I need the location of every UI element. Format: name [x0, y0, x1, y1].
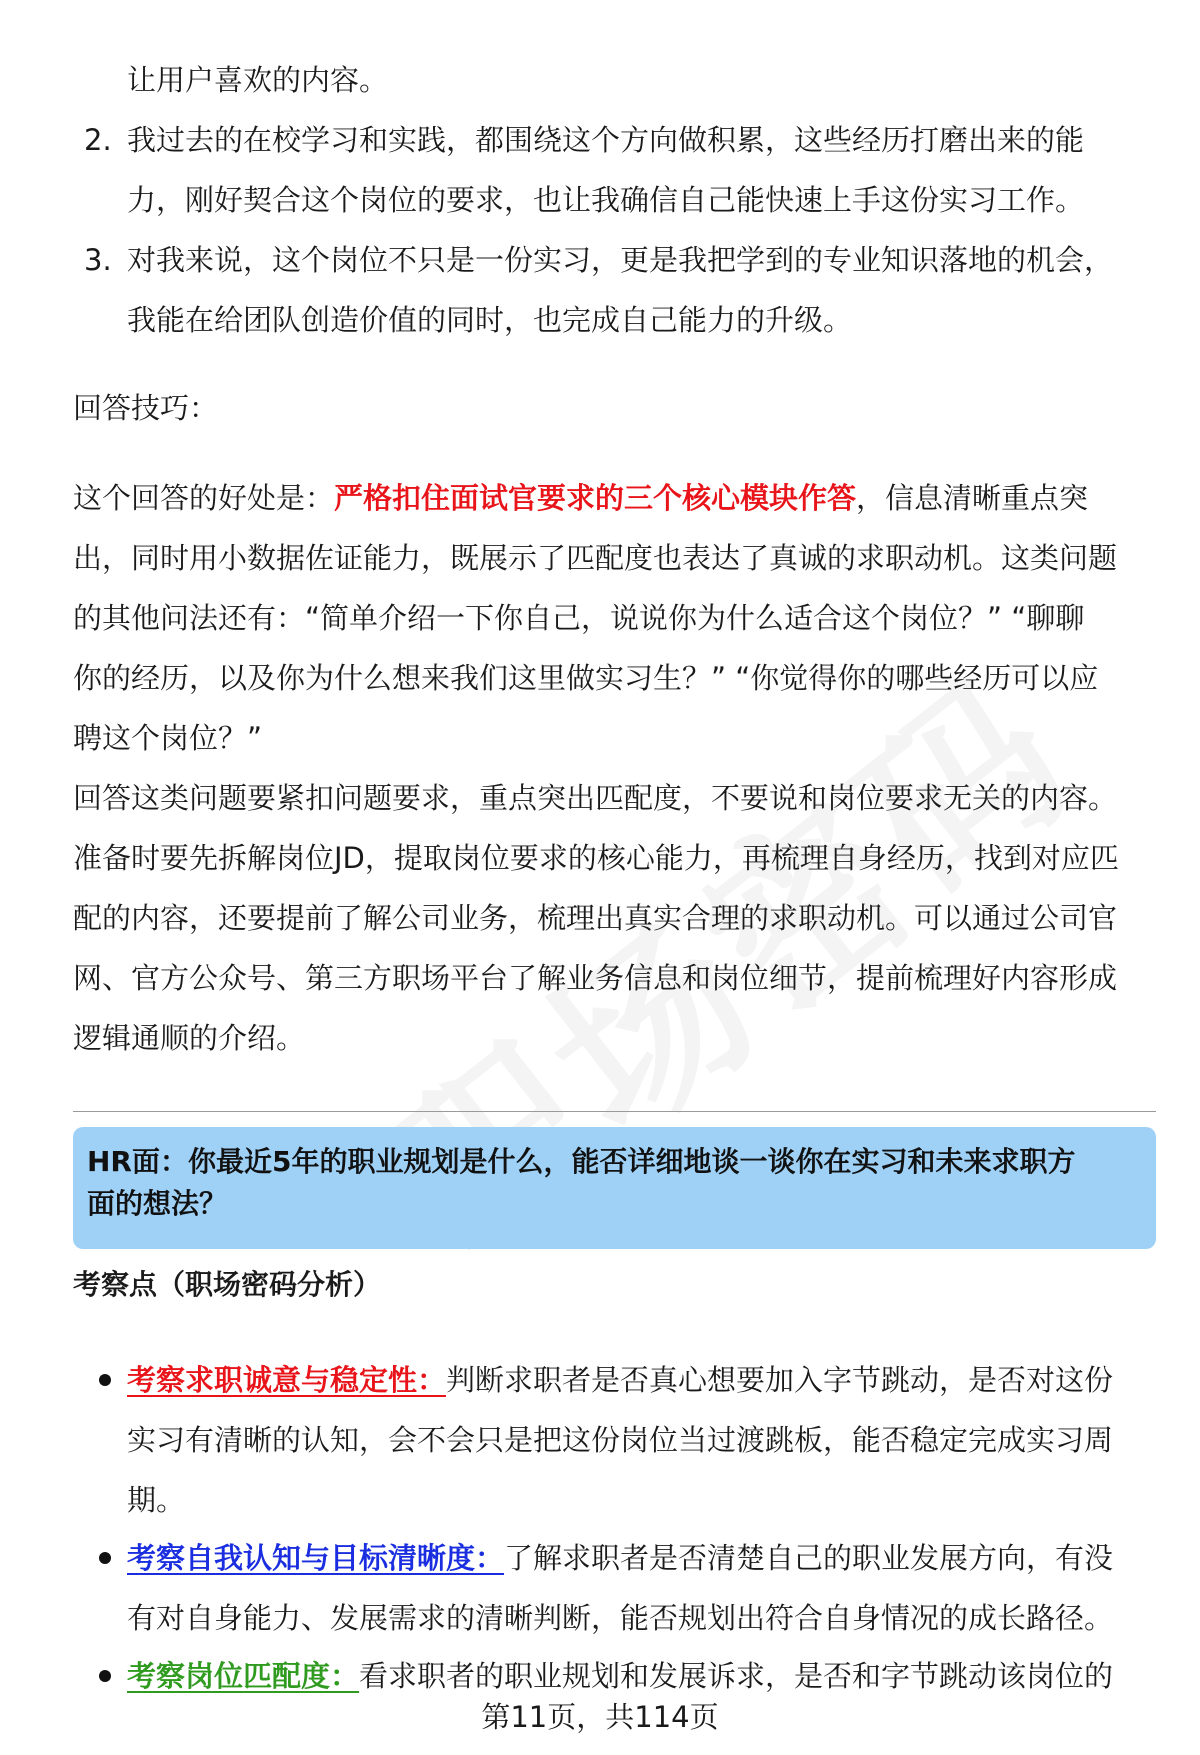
- list-item-2-line-2: 力，刚好契合这个岗位的要求，也让我确信自己能快速上手这份实习工作。: [127, 183, 1085, 217]
- exam-item-3-label: 考察岗位匹配度：: [127, 1659, 360, 1693]
- tips-paragraph-1-line-3: 的其他问法还有：“简单介绍一下你自己，说说你为什么适合这个岗位？” “聊聊: [73, 601, 1085, 635]
- tips-paragraph-2-line-5: 逻辑通顺的介绍。: [73, 1021, 306, 1055]
- exam-item-2-line-1: [127, 1538, 1113, 1578]
- tips-paragraph-1-line-1: [73, 478, 1088, 518]
- list-item-3-line-1: 对我来说，这个岗位不只是一份实习，更是我把学到的专业知识落地的机会，: [127, 243, 1114, 277]
- question-box: [73, 1127, 1156, 1249]
- list-item-3-line-2: 我能在给团队创造价值的同时，也完成自己能力的升级。: [127, 303, 853, 337]
- exam-item-1-text: 判断求职者是否真心想要加入字节跳动，是否对这份: [446, 1363, 1114, 1397]
- exam-item-3-line-1: [127, 1656, 1113, 1696]
- section-divider: [73, 1111, 1156, 1112]
- tips-highlight: 严格扣住面试官要求的三个核心模块作答: [334, 481, 857, 515]
- tips-paragraph-2-line-2: 准备时要先拆解岗位JD，提取岗位要求的核心能力，再梳理自身经历，找到对应匹: [73, 841, 1119, 875]
- tips-heading: 回答技巧：: [73, 391, 219, 425]
- tips-suffix: ，信息清晰重点突: [856, 481, 1089, 515]
- exam-item-1-line-3: 期。: [127, 1483, 186, 1517]
- tips-paragraph-1-line-5: 聘这个岗位？”: [73, 721, 263, 755]
- tips-paragraph-2-line-3: 配的内容，还要提前了解公司业务，梳理出真实合理的求职动机。可以通过公司官: [73, 901, 1118, 935]
- tips-paragraph-1-line-4: 你的经历，以及你为什么想来我们这里做实习生？” “你觉得你的哪些经历可以应: [73, 661, 1099, 695]
- bullet-dot-1: [99, 1374, 111, 1386]
- exam-item-1-line-1: [127, 1360, 1113, 1400]
- exam-item-1-line-2: 实习有清晰的认知，会不会只是把这份岗位当过渡跳板，能否稳定完成实习周: [127, 1423, 1114, 1457]
- exam-item-2-text: 了解求职者是否清楚自己的职业发展方向，有没: [504, 1541, 1114, 1575]
- tips-paragraph-2-line-1: 回答这类问题要紧扣问题要求，重点突出匹配度，不要说和岗位要求无关的内容。: [73, 781, 1118, 815]
- question-line-1: HR面：你最近5年的职业规划是什么，能否详细地谈一谈你在实习和未来求职方: [87, 1145, 1076, 1178]
- exam-item-3-text: 看求职者的职业规划和发展诉求，是否和字节跳动该岗位的: [359, 1659, 1114, 1693]
- question-line-2: 面的想法？: [87, 1187, 228, 1220]
- exam-item-2-label: 考察自我认知与目标清晰度：: [127, 1541, 505, 1575]
- tips-paragraph-2-line-4: 网、官方公众号、第三方职场平台了解业务信息和岗位细节，提前梳理好内容形成: [73, 961, 1118, 995]
- exam-item-2-line-2: 有对自身能力、发展需求的清晰判断，能否规划出符合自身情况的成长路径。: [127, 1601, 1114, 1635]
- list-item-1-continuation: 让用户喜欢的内容。: [127, 63, 389, 97]
- exam-points-heading: 考察点（职场密码分析）: [73, 1268, 382, 1301]
- tips-prefix: 这个回答的好处是：: [73, 481, 335, 515]
- list-number-2: 2.: [84, 123, 112, 157]
- page-footer: 第11页，共114页: [481, 1700, 719, 1734]
- bullet-dot-3: [99, 1670, 111, 1682]
- list-item-2-line-1: 我过去的在校学习和实践，都围绕这个方向做积累，这些经历打磨出来的能: [127, 123, 1085, 157]
- bullet-dot-2: [99, 1552, 111, 1564]
- tips-paragraph-1-line-2: 出，同时用小数据佐证能力，既展示了匹配度也表达了真诚的求职动机。这类问题: [73, 541, 1118, 575]
- list-number-3: 3.: [84, 243, 112, 277]
- exam-item-1-label: 考察求职诚意与稳定性：: [127, 1363, 447, 1397]
